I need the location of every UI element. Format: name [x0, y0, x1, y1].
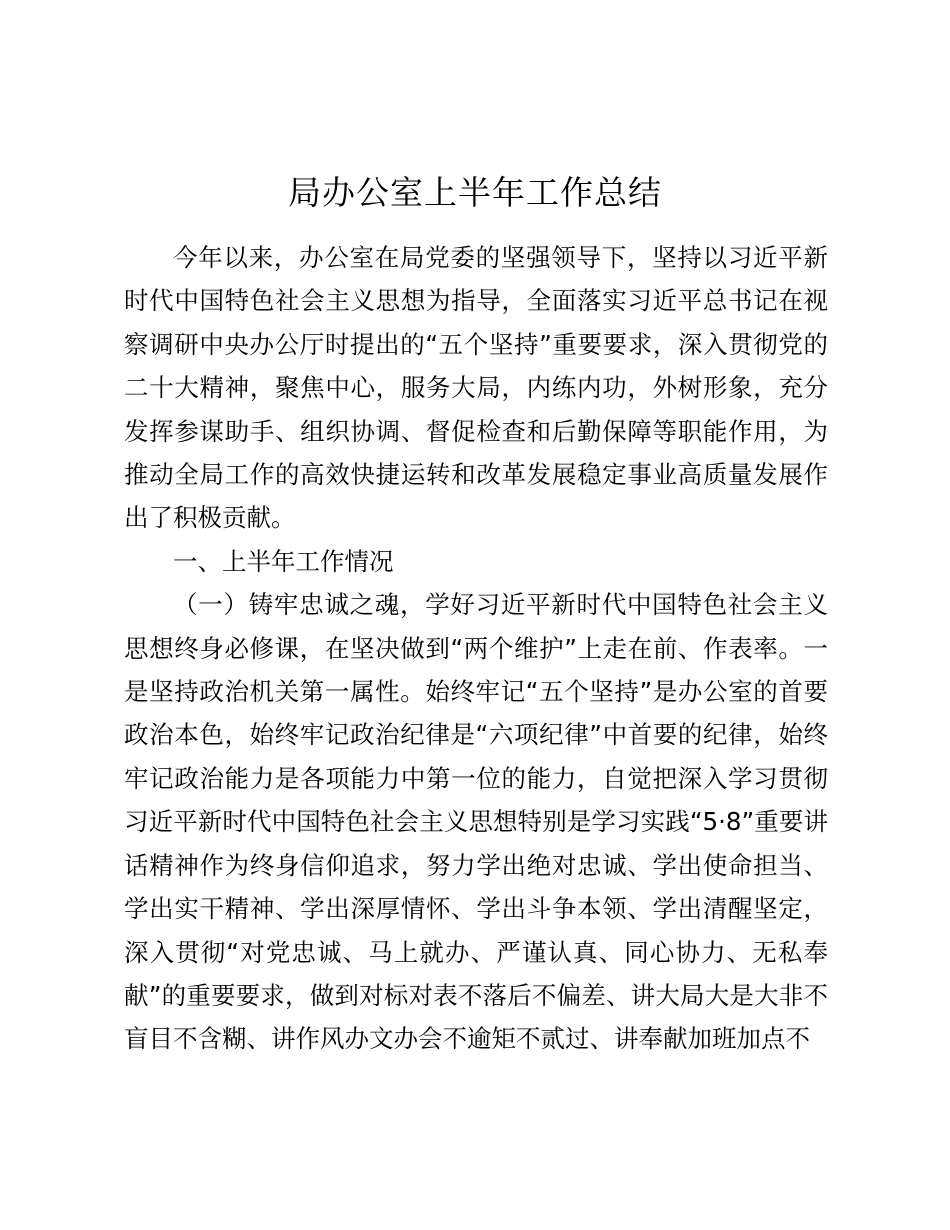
- document-body: [124, 236, 828, 1061]
- section-heading: 一、上半年工作情况: [173, 546, 394, 576]
- document-title: 局办公室上半年工作总结: [288, 173, 662, 212]
- intro-paragraph: 今年以来，办公室在局党委的坚强领导下，坚持以习近平新时代中国特色社会主义思想为指导，全面落实习近平总书记在视察调研中央办公厅时提出的“五个坚持”重要要求，深入贯彻党的二十大精神，聚焦中心，服务大局，内练内功，外树形象，充分发挥参谋助手、组织协调、督促检查和后勤保障等职能作用，为推动全局工作的高效快捷运转和改革发展稳定事业高质量发展作出了积极贡献。: [124, 243, 828, 533]
- subsection-paragraph: （一）铸牢忠诚之魂，学好习近平新时代中国特色社会主义思想终身必修课，在坚决做到“两个维护”上走在前、作表率。一是坚持政治机关第一属性。始终牢记“五个坚持”是办公室的首要政治本色，始终牢记政治纪律是“六项纪律”中首要的纪律，始终牢记政治能力是各项能力中第一位的能力，自觉把深入学习贯彻习近平新时代中国特色社会主义思想特别是学习实践“5·8”重要讲话精神作为终身信仰追求，努力学出绝对忠诚、学出使命担当、学出实干精神、学出深厚情怀、学出斗争本领、学出清醒坚定，深入贯彻“对党忠诚、马上就办、严谨认真、同心协力、无私奉献”的重要要求，做到对标对表不落后不偏差、讲大局大是大非不盲目不含糊、讲作风办文办会不逾矩不贰过、讲奉献加班加点不: [124, 590, 828, 1054]
